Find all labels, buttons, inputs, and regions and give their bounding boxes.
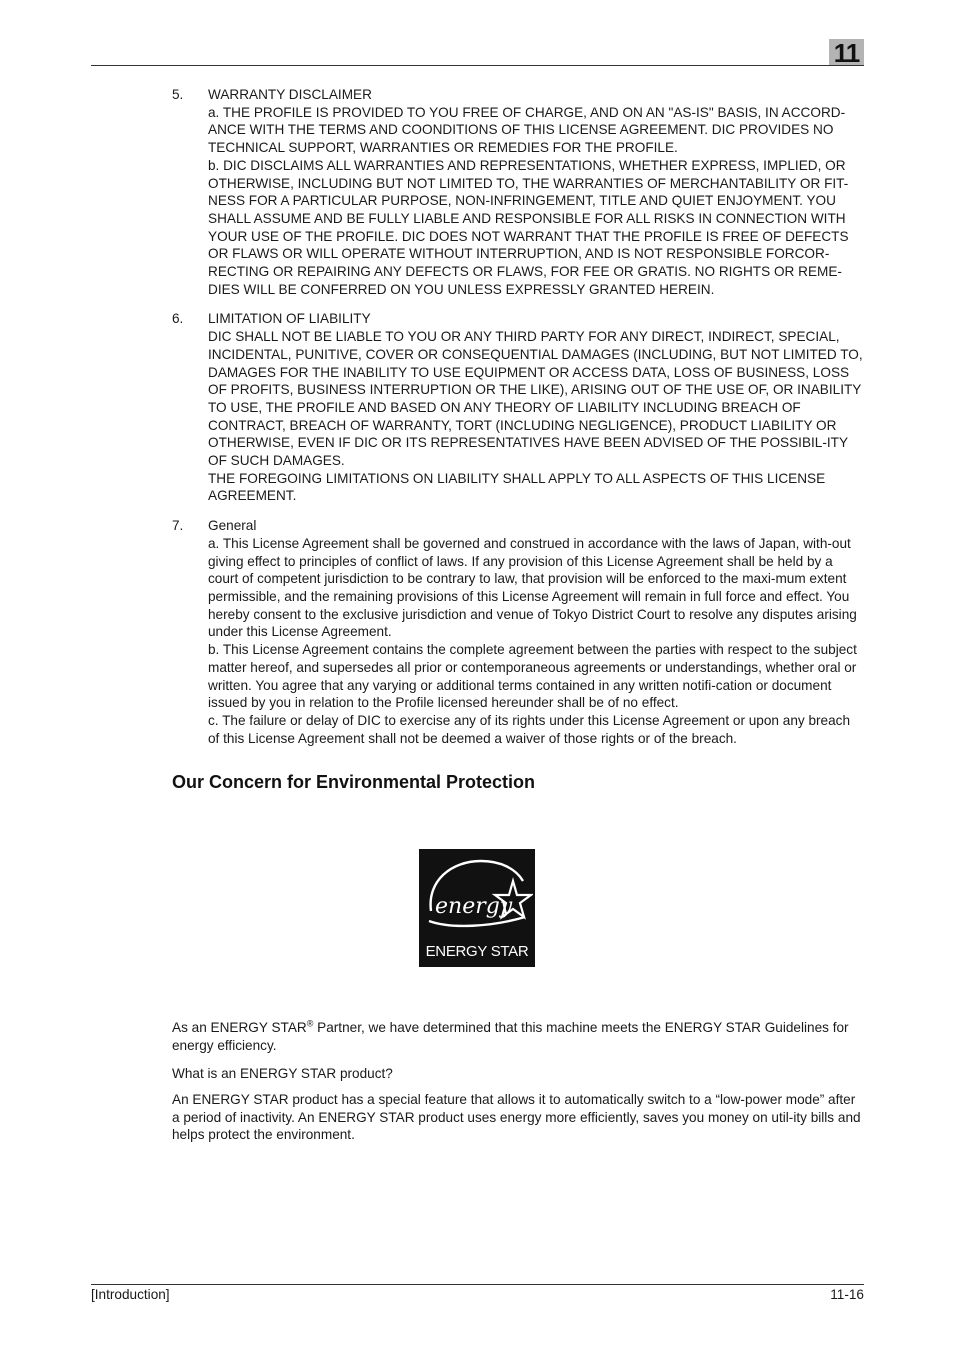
item-number: 7. [172, 518, 184, 534]
registered-mark: ® [306, 1018, 314, 1029]
answer-paragraph: An ENERGY STAR product has a special feature that allows it to automatically switch to a “low-power mode” after a period of inactivity. An ENERGY STAR product uses energy more efficiently, saves you money on util-ity bills and helps protect the environment. [172, 1092, 861, 1143]
list-item [172, 517, 864, 747]
item-number: 6. [172, 311, 184, 327]
list-item [172, 310, 864, 505]
item-paragraph: a. This License Agreement shall be governed and construed in accordance with the laws of Japan, with-out giving effect to principles of conflict of laws. If any provision of this License Agreement shall be held by a court of competent jurisdiction to be contrary to law, that provision will be enforced to the maxi-mum extent permissible, and the remaining provisions of this License Agreement will remain in full force and effect. You hereby consent to the exclusive jurisdiction and venue of Tokyo District Court to resolve any disputes arising under this License Agreement. [208, 535, 857, 640]
footer-section-label: [Introduction] [91, 1287, 170, 1302]
intro-paragraph [172, 1019, 864, 1054]
header-rule [91, 65, 864, 66]
page-number: 11-16 [830, 1287, 864, 1302]
item-heading: General [208, 518, 257, 534]
energy-star-icon [421, 851, 533, 943]
item-paragraph: b. This License Agreement contains the complete agreement between the parties with respect to the subject matter hereof, and supersedes all prior or contemporaneous agreements or understandings, whether oral or written. You agree that any varying or additional terms contained in any written notifi-cation or document issued by you in relation to the Profile licensed hereunder shall be of no effect. [208, 642, 857, 711]
logo-label: ENERGY STAR [425, 943, 529, 960]
footer-rule [91, 1284, 864, 1285]
energy-star-logo [419, 849, 535, 967]
intro-text: As an ENERGY STAR [172, 1020, 307, 1035]
item-paragraph: b. DIC DISCLAIMS ALL WARRANTIES AND REPRESENTATIONS, WHETHER EXPRESS, IMPLIED, OR OTHERWISE, INCLUDING BUT NOT LIMITED TO, THE WARRANTIES OF MERCHANTABILITY OR FIT-NESS FOR A PARTICULAR PURPOSE, NON-INFRINGEMENT, TITLE AND QUIET ENJOYMENT. YOU SHALL ASSUME AND BE FULLY LIABLE AND RESPONSIBLE FOR ALL RISKS IN CONNECTION WITH YOUR USE OF THE PROFILE. DIC DOES NOT WARRANT THAT THE PROFILE IS FREE OF DEFECTS OR FLAWS OR WILL OPERATE WITHOUT INTERRUPTION, AND IS NOT RESPONSIBLE FORCOR-RECTING OR REPAIRING ANY DEFECTS OR FLAWS, FOR FEE OR GRATIS. NO RIGHTS OR REME-DIES WILL BE CONFERRED ON YOU UNLESS EXPRESSLY GRANTED HEREIN. [208, 157, 849, 297]
list-item [172, 86, 864, 298]
item-heading: LIMITATION OF LIABILITY [208, 311, 371, 327]
logo-script-text: energy [435, 894, 513, 919]
item-paragraph: THE FOREGOING LIMITATIONS ON LIABILITY SHALL APPLY TO ALL ASPECTS OF THIS LICENSE AGREEMENT. [208, 470, 826, 504]
section-title: Our Concern for Environmental Protection [172, 772, 536, 792]
item-paragraph: DIC SHALL NOT BE LIABLE TO YOU OR ANY THIRD PARTY FOR ANY DIRECT, INDIRECT, SPECIAL, INCIDENTAL, PUNITIVE, COVER OR CONSEQUENTIAL DAMAGES (INCLUDING, BUT NOT LIMITED TO, DAMAGES FOR THE INABILITY TO USE EQUIPMENT OR ACCESS DATA, LOSS OF BUSINESS, LOSS OF PROFITS, BUSINESS INTERRUPTION OR THE LIKE), ARISING OUT OF THE USE OF, OR INABILITY TO USE, THE PROFILE AND BASED ON ANY THEORY OF LIABILITY INCLUDING BREACH OF CONTRACT, BREACH OF WARRANTY, TORT (INCLUDING NEGLIGENCE), PRODUCT LIABILITY OR OTHERWISE, EVEN IF DIC OR ITS REPRESENTATIVES HAVE BEEN ADVISED OF THE POSSIBIL-ITY OF SUCH DAMAGES. [208, 329, 863, 469]
chapter-number: 11 [829, 39, 864, 65]
intro-text-rest: Partner, we have determined that this machine meets the ENERGY STAR Guidelines for energy efficiency. [172, 1020, 849, 1053]
item-heading: WARRANTY DISCLAIMER [208, 87, 372, 102]
item-paragraph: c. The failure or delay of DIC to exercise any of its rights under this License Agreement or upon any breach of this License Agreement shall not be deemed a waiver of those rights or of the breach. [208, 712, 851, 746]
item-paragraph: a. THE PROFILE IS PROVIDED TO YOU FREE OF CHARGE, AND ON AN "AS-IS" BASIS, IN ACCORD-ANCE WITH THE TERMS AND COONDITIONS OF THIS LICENSE AGREEMENT. DIC PROVIDES NO TECHNICAL SUPPORT, WARRANTIES OR REMEDIES FOR THE PROFILE. [208, 104, 846, 156]
license-terms-list [172, 86, 864, 759]
question-paragraph: What is an ENERGY STAR product? [172, 1066, 393, 1081]
item-number: 5. [172, 87, 184, 102]
